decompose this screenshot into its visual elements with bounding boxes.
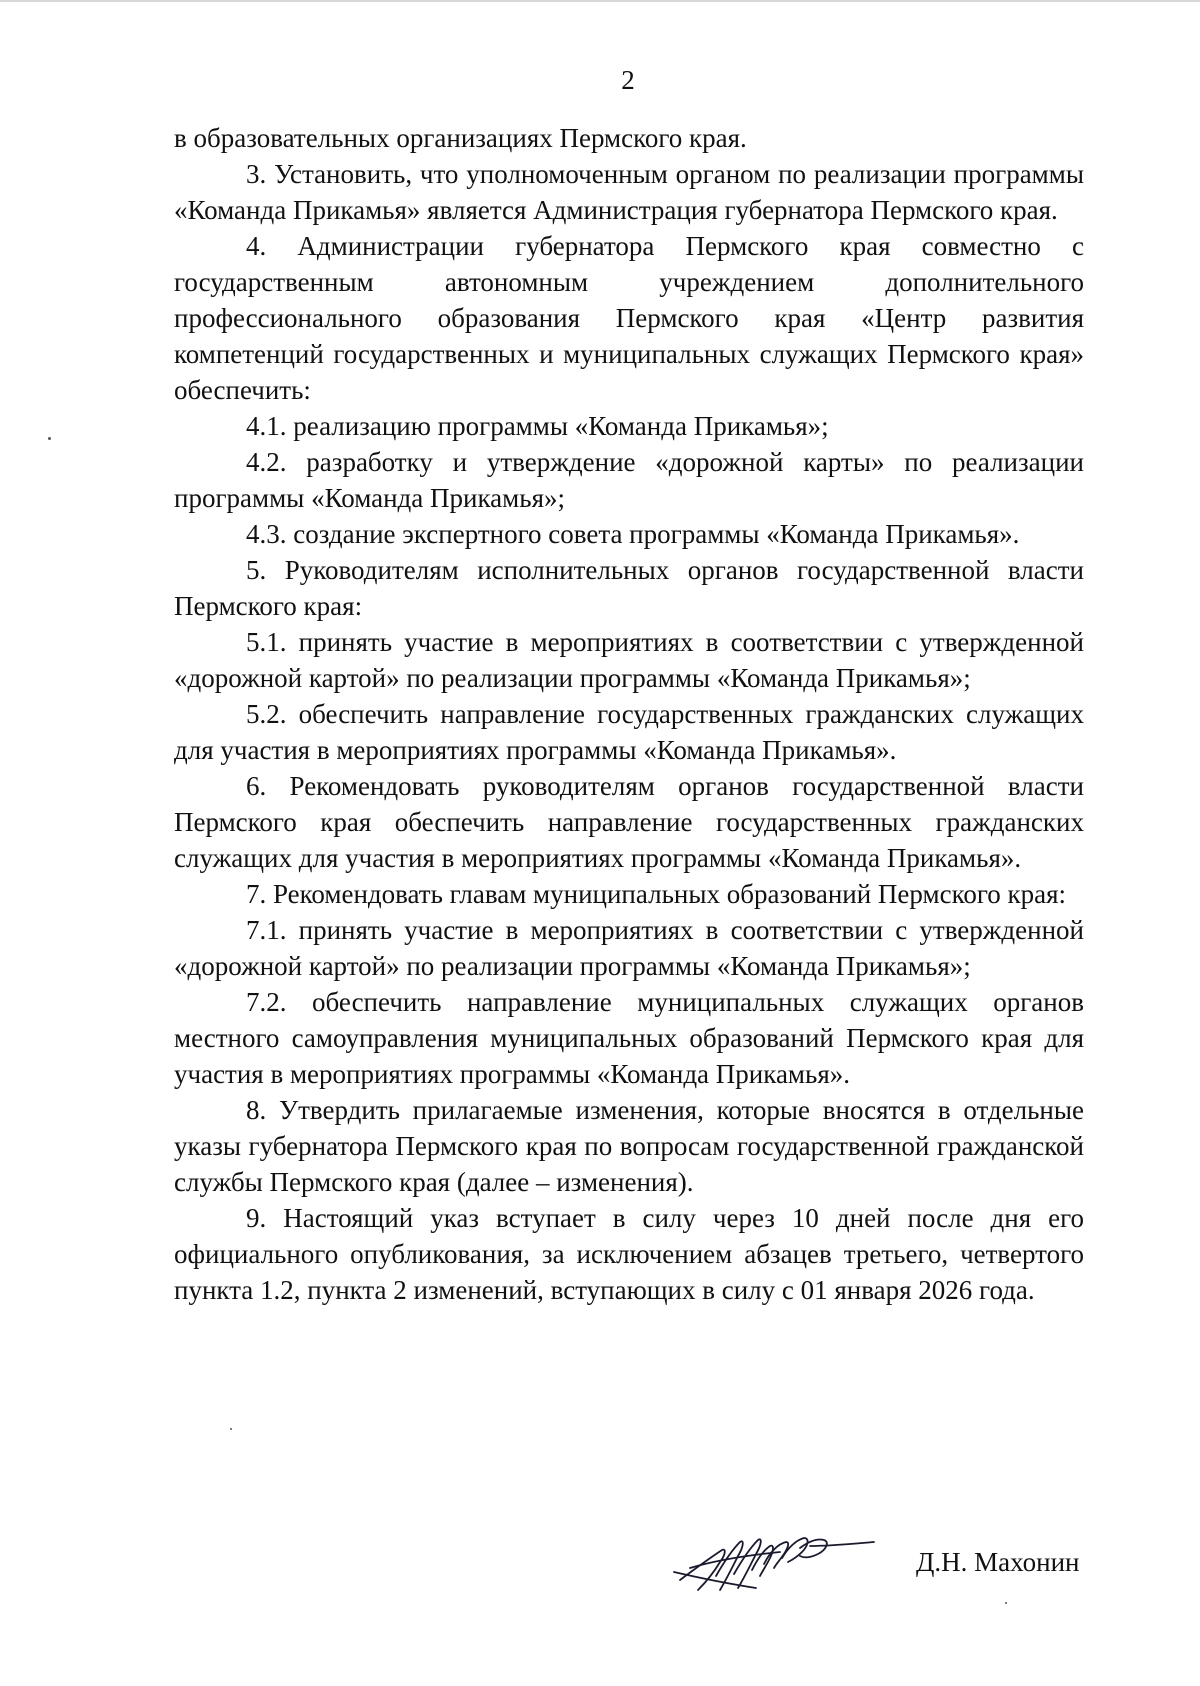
scan-speck xyxy=(48,437,51,440)
paragraph-continuation: в образовательных организациях Пермского края. xyxy=(174,123,747,153)
paragraph-item-8: 8. Утвердить прилагаемые изменения, которые вносятся в отдельные указы губернатора Пермского края по вопросам государственной гражданской службы Пермского края (далее – изменения). xyxy=(174,1095,1084,1197)
paragraph-item-4-2: 4.2. разработку и утверждение «дорожной карты» по реализации программы «Команда Прикамья»; xyxy=(174,447,1084,513)
paragraph-item-7-2: 7.2. обеспечить направление муниципальных служащих органов местного самоуправления муниципальных образований Пермского края для участия в мероприятиях программы «Команда Прикамья». xyxy=(174,987,1084,1089)
scan-speck xyxy=(1005,1602,1007,1604)
document-body xyxy=(174,120,1084,1308)
paragraph-item-6: 6. Рекомендовать руководителям органов государственной власти Пермского края обеспечить направление государственных гражданских служащих для участия в мероприятиях программы «Команда Прикамья». xyxy=(174,771,1084,873)
handwritten-signature xyxy=(660,1518,880,1608)
paragraph-item-7: 7. Рекомендовать главам муниципальных образований Пермского края: xyxy=(246,879,1066,909)
scan-speck xyxy=(230,1428,232,1430)
paragraph-item-4-3: 4.3. создание экспертного совета программы «Команда Прикамья». xyxy=(246,519,1020,549)
paragraph-item-9: 9. Настоящий указ вступает в силу через 10 дней после дня его официального опубликования, за исключением абзацев третьего, четвертого пункта 1.2, пункта 2 изменений, вступающих в силу с 01 января 2026 года. xyxy=(174,1203,1084,1305)
paragraph-item-4: 4. Администрации губернатора Пермского края совместно с государственным автономным учреждением дополнительного профессионального образования Пермского края «Центр развития компетенций государственных и муниципальных служащих Пермского края» обеспечить: xyxy=(174,231,1084,405)
scan-edge xyxy=(0,0,1200,2)
paragraph-item-4-1: 4.1. реализацию программы «Команда Прикамья»; xyxy=(246,411,829,441)
paragraph-item-3: 3. Установить, что уполномоченным органом по реализации программы «Команда Прикамья» является Администрация губернатора Пермского края. xyxy=(174,159,1084,225)
paragraph-item-5-2: 5.2. обеспечить направление государственных гражданских служащих для участия в мероприятиях программы «Команда Прикамья». xyxy=(174,699,1084,765)
paragraph-item-7-1: 7.1. принять участие в мероприятиях в соответствии с утвержденной «дорожной картой» по реализации программы «Команда Прикамья»; xyxy=(174,915,1084,981)
paragraph-item-5-1: 5.1. принять участие в мероприятиях в соответствии с утвержденной «дорожной картой» по реализации программы «Команда Прикамья»; xyxy=(174,627,1084,693)
paragraph-item-5: 5. Руководителям исполнительных органов государственной власти Пермского края: xyxy=(174,555,1084,621)
signatory-name: Д.Н. Махонин xyxy=(916,1547,1080,1577)
page-number: 2 xyxy=(621,65,635,95)
signature-block xyxy=(660,1518,1100,1608)
